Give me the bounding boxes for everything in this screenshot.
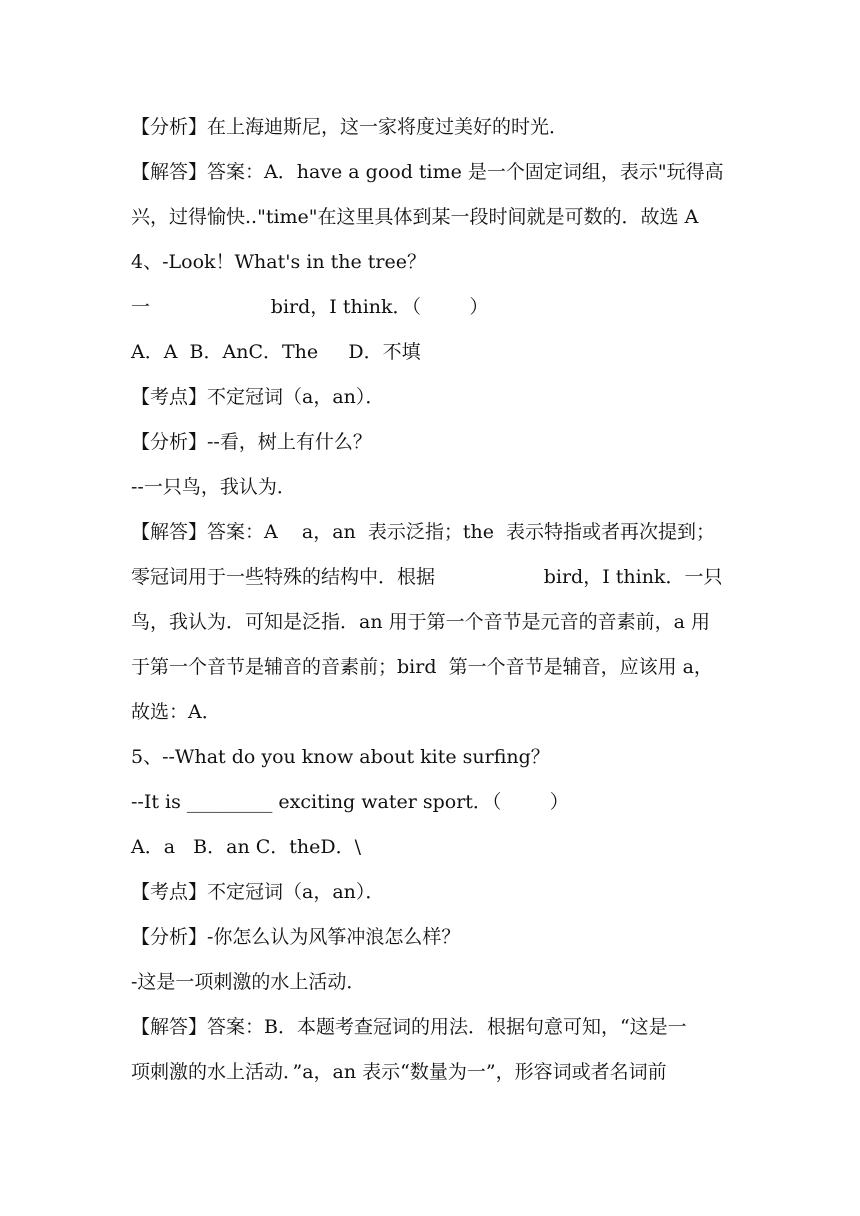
answer-line-continued: 零冠词用于一些特殊的结构中．根据 bird，I think．一只 bbox=[131, 566, 723, 588]
question-5-prompt: 5、--What do you know about kite surfing？ bbox=[131, 746, 550, 768]
analysis-line: 【分析】在上海迪斯尼，这一家将度过美好的时光． bbox=[131, 116, 569, 138]
question-4-options: A．A B．AnC．The D．不填 bbox=[131, 341, 421, 363]
analysis-line-continued: --一只鸟，我认为． bbox=[131, 476, 296, 498]
answer-line-continued: 项刺激的水上活动．”a，an 表示“数量为一”，形容词或者名词前 bbox=[131, 1061, 667, 1083]
key-point-line: 【考点】不定冠词（a，an）． bbox=[131, 386, 385, 408]
question-5-blank-line: --It is _________ exciting water sport．（ ） bbox=[131, 791, 569, 813]
document-body bbox=[131, 107, 731, 1097]
answer-line-continued: 故选：A． bbox=[131, 701, 221, 723]
question-5-options: A．a B．an C．theD．\ bbox=[131, 836, 362, 858]
answer-line: 【解答】答案：B．本题考查冠词的用法．根据句意可知，“这是一 bbox=[131, 1016, 687, 1038]
answer-line-continued: 于第一个音节是辅音的音素前；bird 第一个音节是辅音，应该用 a， bbox=[131, 656, 713, 678]
question-4-blank-line: 一 bird，I think．（ ） bbox=[131, 296, 489, 318]
question-4-prompt: 4、-Look！What's in the tree？ bbox=[131, 251, 426, 273]
analysis-line-continued: -这是一项刺激的水上活动． bbox=[131, 971, 366, 993]
analysis-line: 【分析】-你怎么认为风筝冲浪怎么样？ bbox=[131, 926, 461, 948]
answer-line-continued: 鸟，我认为．可知是泛指．an 用于第一个音节是元音的音素前，a 用 bbox=[131, 611, 710, 633]
analysis-line: 【分析】--看，树上有什么？ bbox=[131, 431, 372, 453]
answer-line-continued: 兴，过得愉快.."time"在这里具体到某一段时间就是可数的．故选 A bbox=[131, 206, 699, 228]
answer-line: 【解答】答案：A a，an 表示泛指；the 表示特指或者再次提到； bbox=[131, 521, 716, 543]
answer-line: 【解答】答案：A．have a good time 是一个固定词组，表示"玩得高 bbox=[131, 161, 724, 183]
key-point-line: 【考点】不定冠词（a，an）． bbox=[131, 881, 385, 903]
